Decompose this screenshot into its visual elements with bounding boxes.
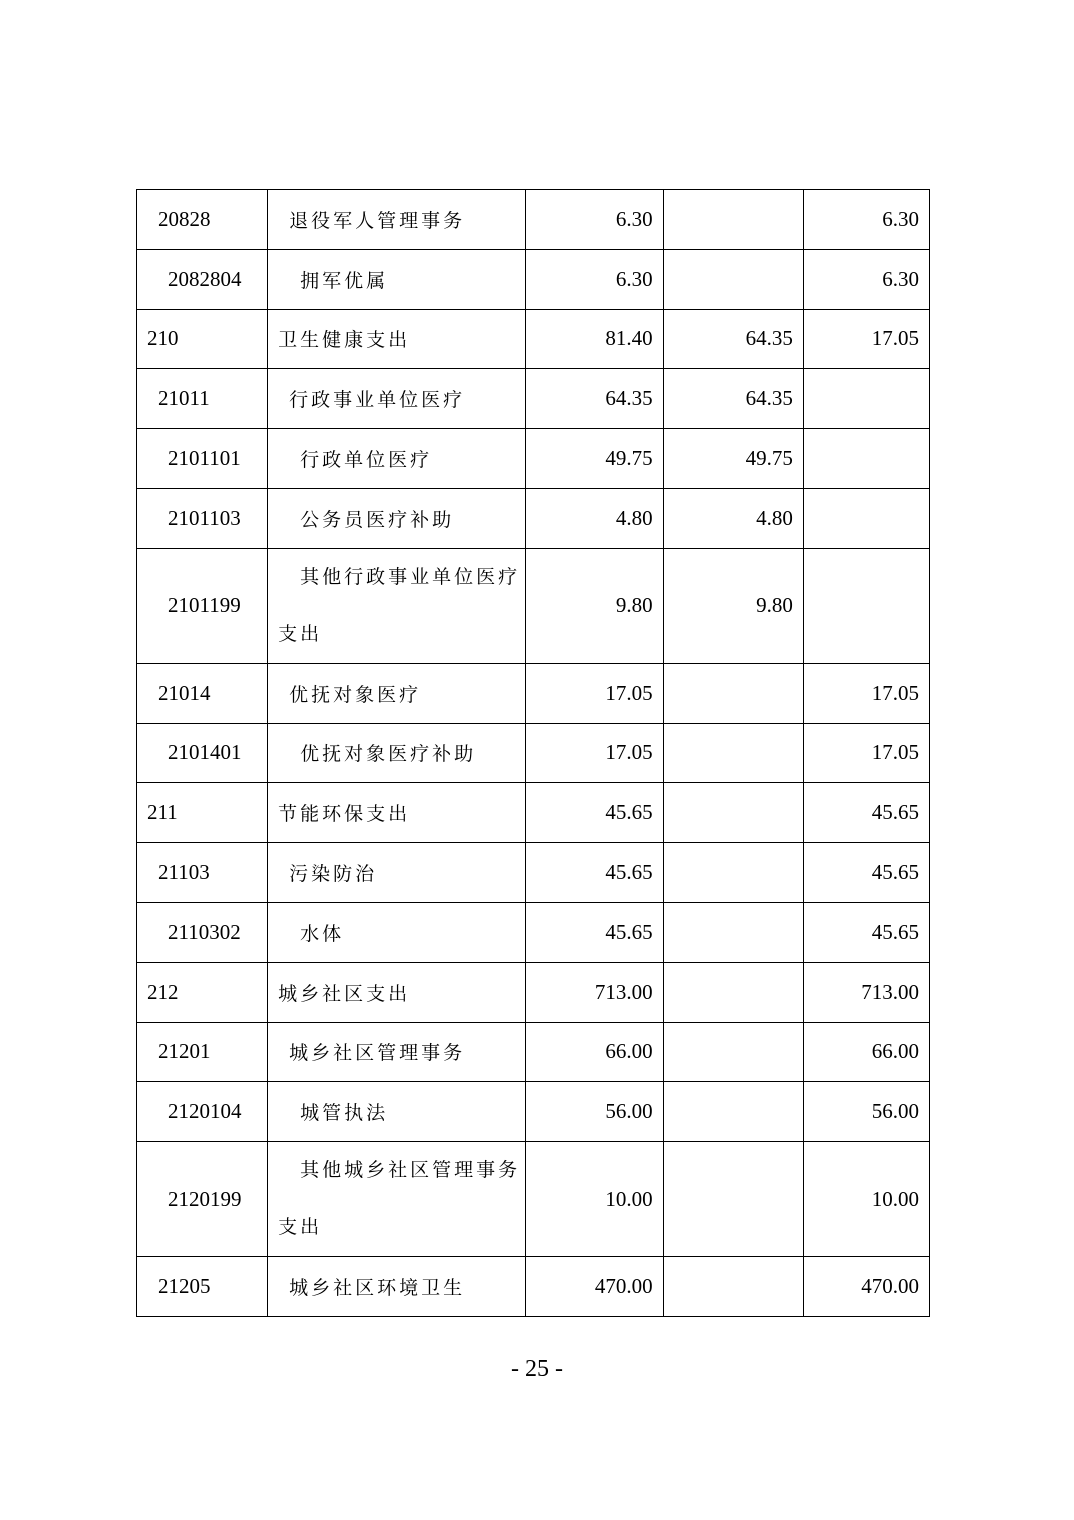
table-row (137, 488, 930, 548)
basic-amount (663, 723, 803, 783)
subject-name (268, 1142, 526, 1257)
subject-name: 行政事业单位医疗 (268, 369, 526, 429)
table-row (137, 843, 930, 903)
total-amount: 81.40 (526, 309, 663, 369)
basic-amount: 64.35 (663, 369, 803, 429)
total-amount: 4.80 (526, 488, 663, 548)
basic-amount (663, 190, 803, 250)
total-amount: 6.30 (526, 190, 663, 250)
subject-name: 城乡社区支出 (268, 962, 526, 1022)
subject-code: 212 (137, 962, 268, 1022)
subject-code: 2082804 (137, 249, 268, 309)
total-amount: 17.05 (526, 723, 663, 783)
subject-name: 城管执法 (268, 1082, 526, 1142)
subject-code: 2101199 (137, 548, 268, 663)
project-amount: 10.00 (803, 1142, 929, 1257)
total-amount: 10.00 (526, 1142, 663, 1257)
table-row (137, 190, 930, 250)
subject-code: 2101401 (137, 723, 268, 783)
table-row (137, 783, 930, 843)
total-amount: 6.30 (526, 249, 663, 309)
subject-code: 2120199 (137, 1142, 268, 1257)
basic-amount (663, 1082, 803, 1142)
subject-name-line2: 支出 (278, 622, 323, 645)
subject-name: 节能环保支出 (268, 783, 526, 843)
basic-amount: 64.35 (663, 309, 803, 369)
subject-code: 21014 (137, 663, 268, 723)
table-row (137, 249, 930, 309)
subject-code: 2120104 (137, 1082, 268, 1142)
table-row (137, 1082, 930, 1142)
subject-code: 21011 (137, 369, 268, 429)
basic-amount (663, 843, 803, 903)
basic-amount: 9.80 (663, 548, 803, 663)
total-amount: 49.75 (526, 429, 663, 489)
subject-name-line1: 其他城乡社区管理事务 (300, 1159, 521, 1182)
table-row (137, 962, 930, 1022)
table-row (137, 1022, 930, 1082)
subject-name: 拥军优属 (268, 249, 526, 309)
total-amount: 64.35 (526, 369, 663, 429)
project-amount: 470.00 (803, 1257, 929, 1317)
total-amount: 66.00 (526, 1022, 663, 1082)
subject-name: 退役军人管理事务 (268, 190, 526, 250)
project-amount: 56.00 (803, 1082, 929, 1142)
subject-name: 行政单位医疗 (268, 429, 526, 489)
project-amount: 6.30 (803, 190, 929, 250)
project-amount (803, 488, 929, 548)
total-amount: 56.00 (526, 1082, 663, 1142)
project-amount (803, 369, 929, 429)
basic-amount (663, 902, 803, 962)
project-amount: 6.30 (803, 249, 929, 309)
subject-name: 公务员医疗补助 (268, 488, 526, 548)
page-number: - 25 - (511, 1356, 563, 1382)
subject-code: 21205 (137, 1257, 268, 1317)
subject-name: 水体 (268, 902, 526, 962)
basic-amount (663, 249, 803, 309)
subject-name-line2: 支出 (278, 1216, 323, 1239)
total-amount: 9.80 (526, 548, 663, 663)
subject-name: 卫生健康支出 (268, 309, 526, 369)
basic-amount (663, 663, 803, 723)
project-amount: 45.65 (803, 902, 929, 962)
basic-amount (663, 1257, 803, 1317)
subject-code: 2110302 (137, 902, 268, 962)
basic-amount (663, 962, 803, 1022)
basic-amount (663, 1142, 803, 1257)
basic-amount (663, 783, 803, 843)
subject-code: 2101101 (137, 429, 268, 489)
basic-amount: 49.75 (663, 429, 803, 489)
project-amount: 713.00 (803, 962, 929, 1022)
table-row (137, 429, 930, 489)
subject-name (268, 548, 526, 663)
table-row (137, 663, 930, 723)
project-amount: 45.65 (803, 843, 929, 903)
project-amount: 66.00 (803, 1022, 929, 1082)
total-amount: 470.00 (526, 1257, 663, 1317)
total-amount: 45.65 (526, 902, 663, 962)
project-amount (803, 548, 929, 663)
subject-name: 污染防治 (268, 843, 526, 903)
table-row (137, 723, 930, 783)
total-amount: 45.65 (526, 783, 663, 843)
subject-name: 城乡社区环境卫生 (268, 1257, 526, 1317)
subject-name: 优抚对象医疗补助 (268, 723, 526, 783)
table-row (137, 548, 930, 663)
table-row (137, 1142, 930, 1257)
project-amount (803, 429, 929, 489)
budget-expenditure-table (136, 189, 930, 1317)
table-row (137, 902, 930, 962)
project-amount: 17.05 (803, 309, 929, 369)
table-row (137, 369, 930, 429)
project-amount: 17.05 (803, 723, 929, 783)
total-amount: 17.05 (526, 663, 663, 723)
project-amount: 45.65 (803, 783, 929, 843)
table-row (137, 1257, 930, 1317)
total-amount: 713.00 (526, 962, 663, 1022)
subject-code: 21201 (137, 1022, 268, 1082)
subject-code: 210 (137, 309, 268, 369)
table-row (137, 309, 930, 369)
subject-name-line1: 其他行政事业单位医疗 (300, 565, 521, 588)
subject-name: 城乡社区管理事务 (268, 1022, 526, 1082)
basic-amount: 4.80 (663, 488, 803, 548)
subject-code: 20828 (137, 190, 268, 250)
total-amount: 45.65 (526, 843, 663, 903)
subject-code: 2101103 (137, 488, 268, 548)
project-amount: 17.05 (803, 663, 929, 723)
subject-code: 21103 (137, 843, 268, 903)
subject-name: 优抚对象医疗 (268, 663, 526, 723)
subject-code: 211 (137, 783, 268, 843)
basic-amount (663, 1022, 803, 1082)
